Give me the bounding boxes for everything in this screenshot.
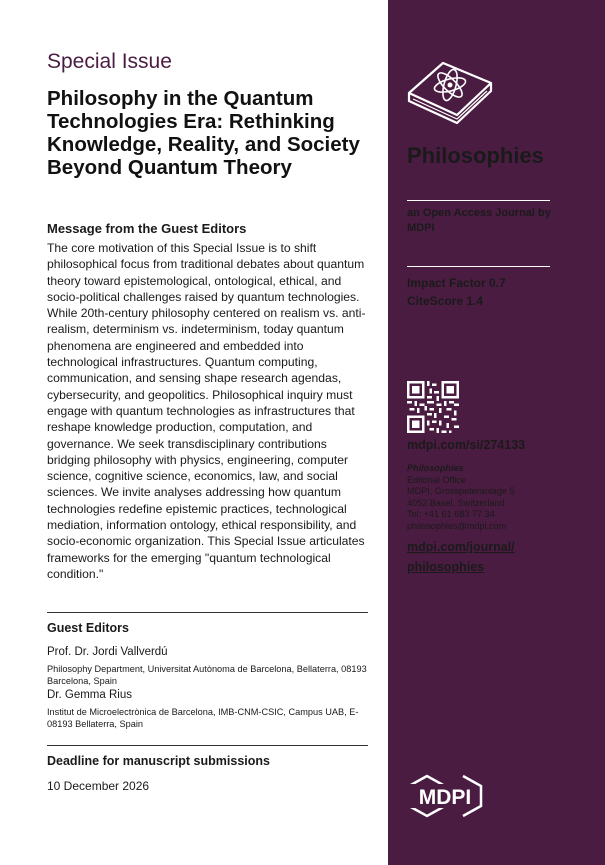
open-access-label: an Open Access Journal by MDPI [407,207,551,234]
office-line: Editorial Office [407,474,466,485]
office-journal: Philosophies [407,463,464,473]
editor-name: Prof. Dr. Jordi Vallverdú [47,646,168,658]
qr-code-icon[interactable] [407,381,459,433]
sidebar-divider [407,266,550,267]
book-atom-icon [405,55,495,125]
office-line: MDPI, Grosspeteranlage 5 [407,486,515,496]
impact-factor: Impact Factor 0.7 [407,276,506,290]
divider [47,745,368,746]
journal-name: Philosophies [407,143,544,168]
guest-editors-heading: Guest Editors [47,621,129,635]
editor-affiliation: Institut de Microelectrònica de Barcelona, IMB-CNM-CSIC, Campus UAB, E-08193 Bellaterra, Spain [47,707,359,729]
editor-affiliation: Philosophy Department, Universitat Autònoma de Barcelona, Bellaterra, 08193 Barcelona, Spain [47,664,367,686]
citescore: CiteScore 1.4 [407,294,484,308]
message-body: The core motivation of this Special Issue is to shift philosophical focus from traditional debates about quantum theory toward epistemological, ontological, ethical, and socio-political challenges raised by quantum technologies. While 20th-century philosophy centered on realism vs. anti-realism, determinism vs. indeterminism, today quantum phenomena are engineered and embedded into technological infrastructures. Quantum computing, communication, and sensing shape research agendas, cybersecurity, and geopolitics. Philosophical inquiry must engage with quantum technologies as infrastructures that reshape knowledge production, computation, and governance. We seek transdisciplinary contributions bridging philosophy with physics, engineering, computer science, cognitive science, economics, law, and social sciences. We invite analyses addressing how quantum technologies redefine epistemic practices, technological mediation, information ontology, ethical responsibility, and socio-economic organization. This Special Issue articulates frameworks for the emerging "quantum technological condition." [47,241,366,581]
special-issue-link[interactable]: mdpi.com/si/274133 [407,438,526,452]
mdpi-logo-icon [405,768,485,818]
office-line: 4052 Basel, Switzerland [407,497,505,508]
deadline-value: 10 December 2026 [47,779,150,793]
message-heading: Message from the Guest Editors [47,221,247,236]
deadline-heading: Deadline for manuscript submissions [47,754,270,768]
journal-link[interactable]: mdpi.com/journal/ [407,540,515,554]
sidebar-divider [407,200,550,201]
journal-link[interactable]: philosophies [407,560,485,574]
divider [47,612,368,613]
page-title: Philosophy in the Quantum Technologies Era: Rethinking Knowledge, Reality, and Society Beyond Quantum Theory [47,87,360,179]
editorial-office-address [407,463,515,532]
special-issue-label: Special Issue [47,50,172,73]
editor-name: Dr. Gemma Rius [47,689,132,701]
office-phone: Tel: +41 61 683 77 34 [407,509,495,519]
mdpi-logo-text: MDPI [418,786,472,809]
office-email[interactable]: philosophies@mdpi.com [407,520,507,531]
